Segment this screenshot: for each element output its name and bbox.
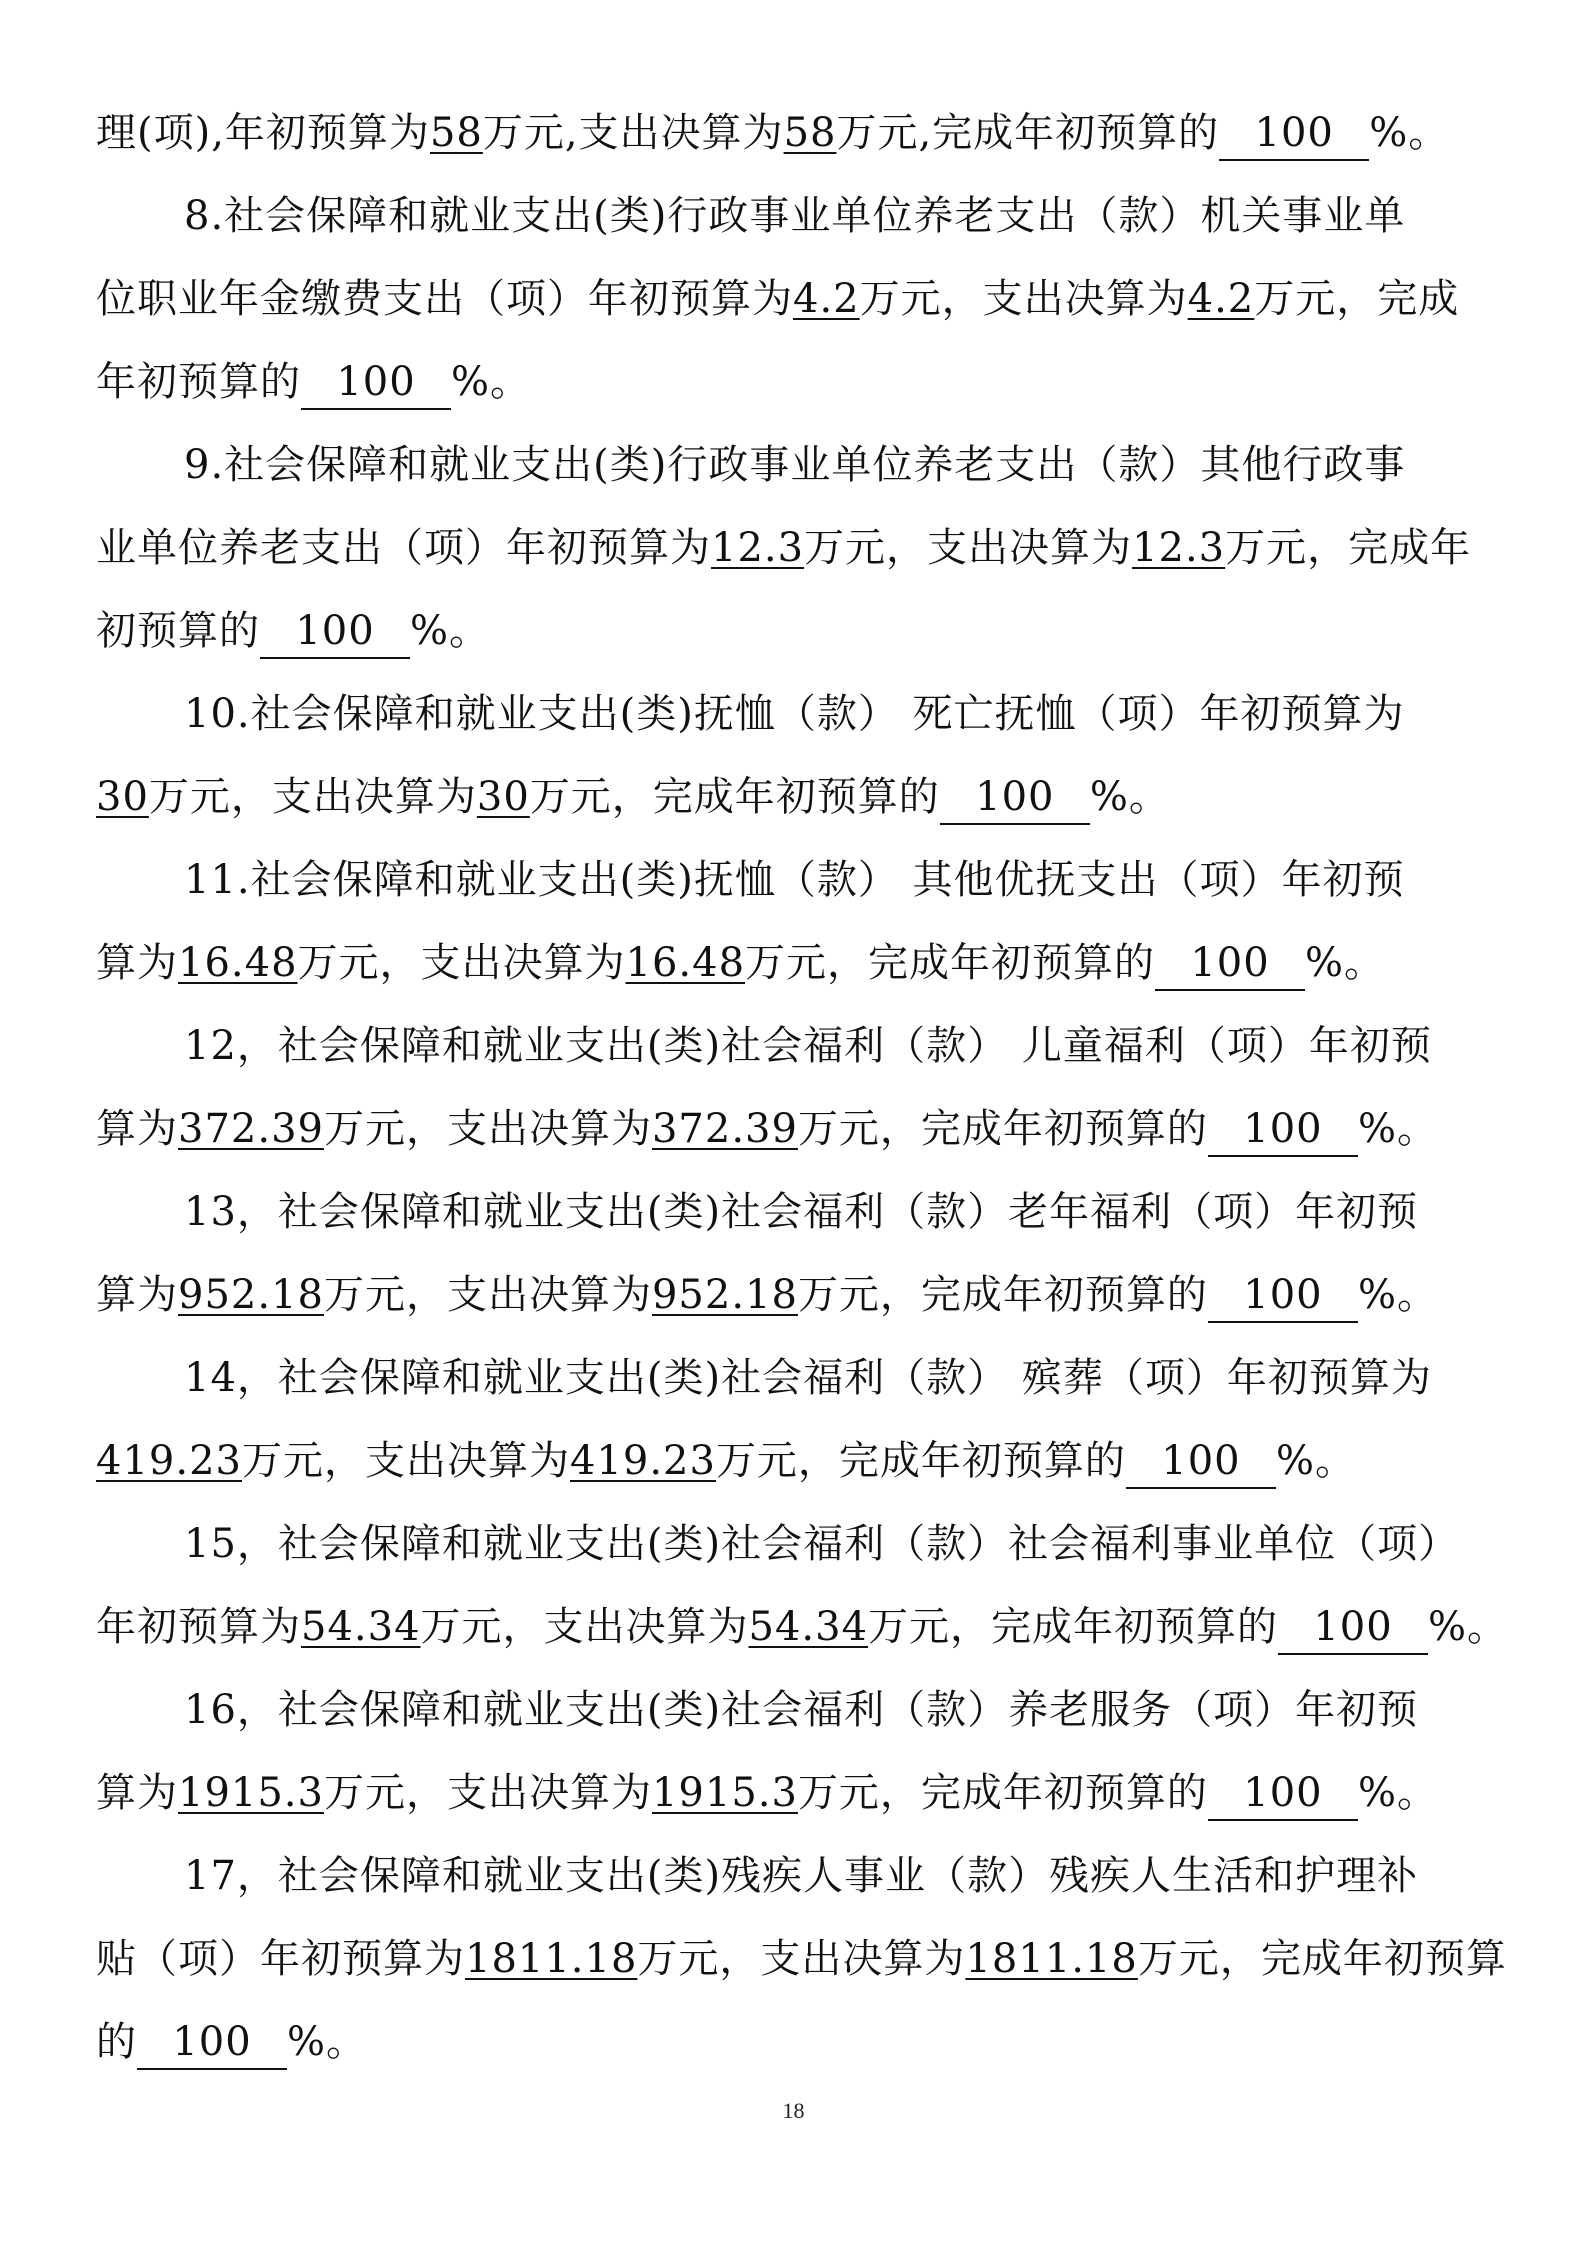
text-line xyxy=(96,1586,1509,1669)
text-segment: 万元，支出决算为 xyxy=(148,774,477,820)
text-segment: 业单位养老支出（项）年初预算为 xyxy=(96,525,711,571)
text-segment: 万元，支出决算为 xyxy=(637,1936,966,1982)
text-segment: 万元，完成年初预算的 xyxy=(868,1604,1279,1650)
completion-rate-blank: 100 xyxy=(260,605,410,659)
text-segment: 16，社会保障和就业支出(类)社会福利（款）养老服务（项）年初预 xyxy=(184,1687,1419,1733)
amount-value: 419.23 xyxy=(96,1438,242,1484)
amount-value: 419.23 xyxy=(569,1438,716,1484)
text-segment: %。 xyxy=(1357,1272,1438,1318)
text-segment: %。 xyxy=(410,608,491,654)
amount-value: 1811.18 xyxy=(965,1936,1138,1982)
text-segment: %。 xyxy=(451,359,532,405)
text-segment: 万元，完成年初预算的 xyxy=(715,1438,1126,1484)
completion-rate-blank: 100 xyxy=(1126,1435,1276,1489)
text-line xyxy=(96,1254,1496,1337)
text-line xyxy=(96,341,1496,424)
completion-rate-blank: 100 xyxy=(1155,937,1305,991)
text-segment: %。 xyxy=(1089,774,1170,820)
amount-value: 952.18 xyxy=(651,1272,798,1318)
text-segment: 万元，完成年初预算 xyxy=(1137,1936,1507,1982)
text-segment: 9.社会保障和就业支出(类)行政事业单位养老支出（款）其他行政事 xyxy=(184,442,1406,488)
text-segment: 万元，完成年 xyxy=(1225,525,1472,571)
text-line xyxy=(96,175,1496,258)
text-line xyxy=(96,590,1496,673)
text-segment: %。 xyxy=(1275,1438,1356,1484)
completion-rate-blank: 100 xyxy=(1219,107,1369,161)
text-line xyxy=(96,1005,1496,1088)
document-body xyxy=(96,92,1509,2084)
page-number: 18 xyxy=(782,2098,805,2123)
text-line xyxy=(96,92,1496,175)
text-segment: 年初预算的 xyxy=(96,359,301,405)
amount-value: 372.39 xyxy=(178,1106,324,1152)
completion-rate-blank: 100 xyxy=(1278,1601,1428,1655)
text-segment: 14，社会保障和就业支出(类)社会福利（款） 殡葬（项）年初预算为 xyxy=(184,1355,1432,1401)
text-line xyxy=(96,258,1496,341)
text-segment: 万元，完成年初预算的 xyxy=(797,1272,1208,1318)
text-segment: 位职业年金缴费支出（项）年初预算为 xyxy=(96,276,793,322)
paragraph xyxy=(96,175,1496,424)
amount-value: 54.34 xyxy=(748,1604,869,1650)
text-segment: 万元，完成 xyxy=(1254,276,1460,322)
text-segment: 17，社会保障和就业支出(类)残疾人事业（款）残疾人生活和护理补 xyxy=(184,1853,1419,1899)
text-segment: 算为 xyxy=(96,1272,178,1318)
text-segment: 万元，支出决算为 xyxy=(323,1106,652,1152)
text-line xyxy=(96,1337,1496,1420)
amount-value: 30 xyxy=(476,774,530,820)
text-line xyxy=(96,673,1496,756)
text-line xyxy=(96,424,1496,507)
text-segment: 万元，支出决算为 xyxy=(323,1770,652,1816)
text-segment: 12，社会保障和就业支出(类)社会福利（款） 儿童福利（项）年初预 xyxy=(184,1023,1432,1069)
amount-value: 54.34 xyxy=(301,1604,421,1650)
text-segment: 10.社会保障和就业支出(类)抚恤（款） 死亡抚恤（项）年初预算为 xyxy=(184,691,1405,737)
completion-rate-blank: 100 xyxy=(301,356,451,410)
text-line xyxy=(96,2001,1496,2084)
completion-rate-blank: 100 xyxy=(1208,1103,1358,1157)
paragraph xyxy=(96,839,1496,1005)
text-line xyxy=(96,756,1496,839)
completion-rate-blank: 100 xyxy=(137,2016,287,2070)
text-segment: 万元，支出决算为 xyxy=(323,1272,652,1318)
amount-value: 1915.3 xyxy=(651,1770,798,1816)
paragraph xyxy=(96,1005,1496,1171)
text-segment: %。 xyxy=(1305,940,1386,986)
amount-value: 12.3 xyxy=(1132,525,1226,571)
text-line xyxy=(96,507,1496,590)
text-segment: 算为 xyxy=(96,1106,178,1152)
amount-value: 30 xyxy=(96,774,149,820)
text-segment: 的 xyxy=(96,2019,137,2065)
amount-value: 12.3 xyxy=(711,525,805,571)
completion-rate-blank: 100 xyxy=(940,771,1090,825)
text-segment: %。 xyxy=(1369,110,1450,156)
text-segment: 算为 xyxy=(96,940,178,986)
text-segment: 15，社会保障和就业支出(类)社会福利（款）社会福利事业单位（项） xyxy=(184,1521,1460,1567)
text-line xyxy=(96,839,1496,922)
text-line xyxy=(96,1503,1496,1586)
amount-value: 4.2 xyxy=(793,276,860,322)
text-segment: %。 xyxy=(287,2019,368,2065)
text-line xyxy=(96,1752,1496,1835)
text-segment: %。 xyxy=(1357,1770,1438,1816)
text-segment: %。 xyxy=(1428,1604,1509,1650)
text-segment: 8.社会保障和就业支出(类)行政事业单位养老支出（款）机关事业单 xyxy=(184,193,1406,239)
amount-value: 952.18 xyxy=(178,1272,324,1318)
paragraph xyxy=(96,424,1496,673)
amount-value: 1915.3 xyxy=(178,1770,324,1816)
text-segment: 万元,完成年初预算的 xyxy=(836,110,1220,156)
text-segment: 万元,支出决算为 xyxy=(482,110,784,156)
text-segment: 11.社会保障和就业支出(类)抚恤（款） 其他优抚支出（项）年初预 xyxy=(184,857,1405,903)
amount-value: 4.2 xyxy=(1187,276,1255,322)
text-line xyxy=(96,1088,1496,1171)
paragraph-continuation xyxy=(96,92,1496,175)
text-segment: 初预算的 xyxy=(96,608,260,654)
text-line xyxy=(96,1835,1496,1918)
paragraph xyxy=(96,1337,1496,1503)
amount-value: 58 xyxy=(783,110,837,156)
text-segment: 万元，完成年初预算的 xyxy=(529,774,940,820)
amount-value: 372.39 xyxy=(651,1106,798,1152)
text-segment: 万元，支出决算为 xyxy=(297,940,626,986)
completion-rate-blank: 100 xyxy=(1208,1767,1358,1821)
text-segment: 万元，支出决算为 xyxy=(420,1604,749,1650)
paragraph xyxy=(96,1835,1507,2084)
text-line xyxy=(96,922,1496,1005)
text-segment: 算为 xyxy=(96,1770,178,1816)
text-segment: 13，社会保障和就业支出(类)社会福利（款）老年福利（项）年初预 xyxy=(184,1189,1419,1235)
paragraph xyxy=(96,1503,1509,1669)
text-line xyxy=(96,1918,1507,2001)
text-segment: 万元，支出决算为 xyxy=(859,276,1188,322)
amount-value: 58 xyxy=(429,110,483,156)
text-segment: 贴（项）年初预算为 xyxy=(96,1936,465,1982)
text-segment: 年初预算为 xyxy=(96,1604,301,1650)
paragraph xyxy=(96,673,1496,839)
completion-rate-blank: 100 xyxy=(1208,1269,1358,1323)
amount-value: 1811.18 xyxy=(465,1936,638,1982)
text-segment: 万元，支出决算为 xyxy=(804,525,1133,571)
text-segment: %。 xyxy=(1357,1106,1438,1152)
text-segment: 万元，完成年初预算的 xyxy=(745,940,1156,986)
amount-value: 16.48 xyxy=(625,940,746,986)
paragraph xyxy=(96,1171,1496,1337)
text-line xyxy=(96,1420,1496,1503)
text-segment: 理(项),年初预算为 xyxy=(96,110,430,156)
text-segment: 万元，完成年初预算的 xyxy=(797,1106,1208,1152)
text-line xyxy=(96,1669,1496,1752)
text-segment: 万元，完成年初预算的 xyxy=(797,1770,1208,1816)
amount-value: 16.48 xyxy=(178,940,298,986)
text-line xyxy=(96,1171,1496,1254)
paragraph xyxy=(96,1669,1496,1835)
text-segment: 万元，支出决算为 xyxy=(241,1438,570,1484)
